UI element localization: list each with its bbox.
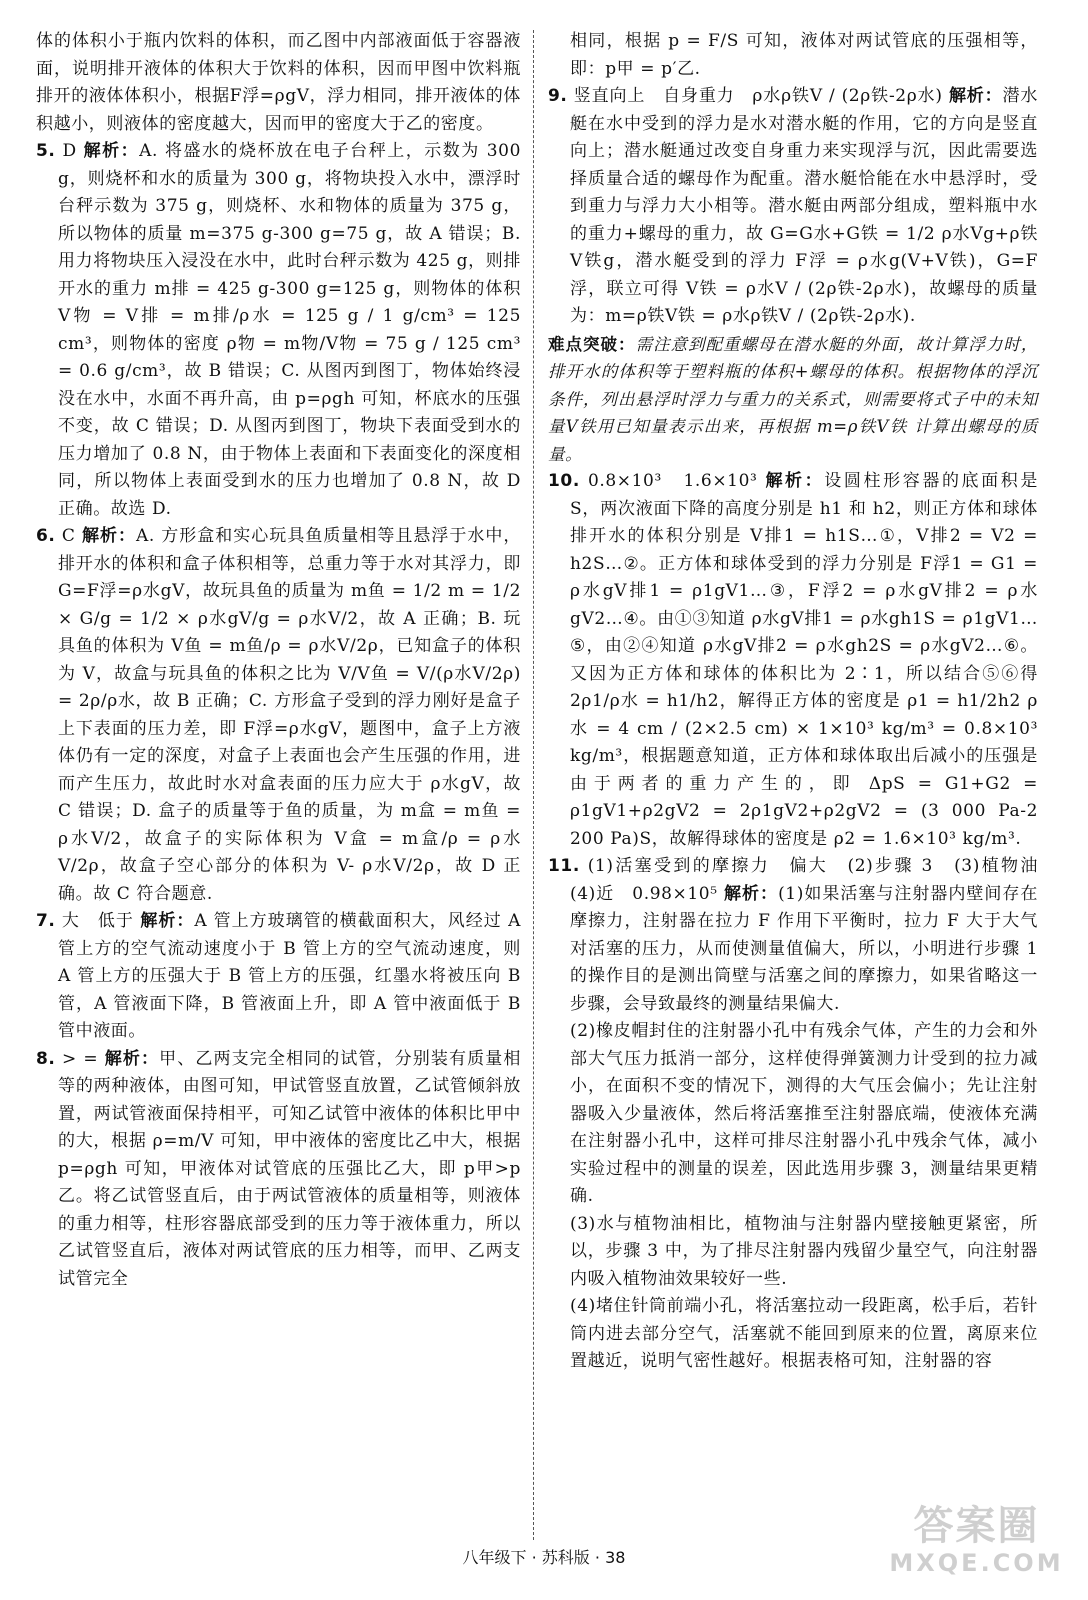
continuation-paragraph: 相同，根据 p = F/S 可知，液体对两试管底的压强相等，即：p甲 = p′乙. — [570, 31, 1038, 79]
analysis-paragraph-3: (3)水与植物油相比，植物油与注射器内壁接触更紧密，所以，步骤 3 中，为了排尽注射器内残留少量空气，向注射器内吸入植物油效果较好一些. — [570, 1213, 1038, 1289]
analysis-label: 解析： — [724, 883, 779, 904]
analysis-text: 设圆柱形容器的底面积是 S，两次液面下降的高度分别是 h1 和 h2，则正方体和球体排开水的体积分别是 V排1 = h1S…①，V排2 = V2 = h2S…②。正方体和球体受到的浮力分别是 F浮1 = G1 = ρ水gV排1 = ρ1gV1…③，F浮2 = ρ水gV排2 = ρ水gV2…④。由①③知道 ρ水gV排1 = ρ水gh1S = ρ1gV1…⑤，由②④知道 ρ水gV排2 = ρ水gh2S = ρ水gV2…⑥。又因为正方体和球体的体积比为 2∶1，所以结合⑤⑥得 2ρ1/ρ水 = h1/h2，解得正方体的密度是 ρ1 = h1/2h2 ρ水 = 4 cm / (2×2.5 cm) × 1×10³ kg/m³ = 0.8×10³ kg/m³，根据题意知道，正方体和球体取出后减小的压强是由于两者的重力产生的，即 ΔpS = G1+G2 = ρ1gV1+ρ2gV2 = 2ρ1gV2+ρ2gV2 = (3 000 Pa-2 200 Pa)S，故解得球体的密度是 ρ2 = 1.6×10³ kg/m³. — [570, 471, 1038, 849]
question-answer: D — [62, 141, 77, 161]
question-number: 7. — [36, 911, 56, 931]
watermark-title: 答案圈 — [913, 1503, 1040, 1549]
page-footer: 八年级下 · 苏科版 · 38 — [462, 1548, 626, 1567]
question-5 — [36, 138, 521, 523]
question-number: 8. — [36, 1048, 56, 1069]
analysis-text: A. 将盛水的烧杯放在电子台秤上，示数为 300 g，则烧杯和水的质量为 300 g，将物块投入水中，漂浮时台秤示数为 375 g，则烧杯、水和物体的质量为 375 g，所以物体的质量 m=375 g-300 g=75 g，故 A 错误；B. 用力将物块压入浸没在水中，此时台秤示数为 425 g，则排开水的重力 m排 = 425 g-300 g=125 g，则物体的体积 V物 = V排 = m排/ρ水 = 125 g / 1 g/cm³ = 125 cm³，则物体的密度 ρ物 = m物/V物 = 75 g / 125 cm³ = 0.6 g/cm³，故 B 错误；C. 从图丙到图丁，物体始终浸没在水中，水面不再升高，由 p=ρgh 可知，杯底水的压强不变，故 C 错误；D. 从图丙到图丁，物块下表面受到水的压力增加了 0.8 N，由于物体上表面和下表面变化的深度相同，所以物体上表面受到水的压力也增加了 0.8 N，故 D 正确。故选 D. — [58, 141, 521, 519]
analysis-label: 解析： — [765, 471, 825, 491]
question-answer: 竖直向上 自身重力 ρ水ρ铁V / (2ρ铁-2ρ水) — [573, 86, 943, 106]
analysis-label: 解析： — [104, 1048, 160, 1069]
question-answer: 大 低于 — [61, 911, 134, 931]
question-number: 9. — [548, 86, 568, 106]
analysis-paragraph-2: (2)橡皮帽封住的注射器小孔中有残余气体，产生的力会和外部大气压力抵消一部分，这样使得弹簧测力计受到的拉力减小，在面积不变的情况下，测得的大气压会偏小；先让注射器吸入少量液体，然后将活塞推至注射器底端，使液体充满在注射器小孔中，这样可排尽注射器小孔中残余气体，减小实验过程中的测量的误差，因此选用步骤 3，测量结果更精确. — [570, 1021, 1038, 1206]
analysis-text: 潜水艇在水中受到的浮力是水对潜水艇的作用，它的方向是竖直向上；潜水艇通过改变自身重力来实现浮与沉，因此需要选择质量合适的螺母作为配重。潜水艇恰能在水中悬浮时，受到重力与浮力大小相等。潜水艇由两部分组成，塑料瓶中水的重力+螺母的重力，故 G=G水+G铁 = 1/2 ρ水Vg+ρ铁V铁g，潜水艇受到的浮力 F浮 = ρ水g(V+V铁)，G=F浮，联立可得 V铁 = ρ水V / (2ρ铁-2ρ水)，故螺母的质量为：m=ρ铁V铁 = ρ水ρ铁V / (2ρ铁-2ρ水). — [570, 86, 1038, 326]
question-answer: C — [61, 526, 76, 546]
question-number: 11. — [548, 856, 580, 876]
left-column — [36, 28, 521, 1540]
analysis-label: 解析： — [948, 86, 1003, 106]
question-number: 10. — [548, 471, 580, 491]
question-answer: > = — [62, 1048, 99, 1069]
continuation-paragraph: 体的体积小于瓶内饮料的体积，而乙图中内部液面低于容器液面，说明排开液体的体积大于饮料的体积，因而甲图中饮料瓶排开的液体体积小，根据F浮=ρgV，浮力相同，排开液体的体积越小，则液体的密度越大，因而甲的密度大于乙的密度。 — [36, 31, 521, 134]
question-answer: (1)活塞受到的摩擦力 偏大 (2)步骤 3 (3)植物油 (4)近 0.98×10⁵ — [570, 856, 1056, 904]
analysis-text: (1)如果活塞与注射器内壁间存在摩擦力，注射器在拉力 F 作用下平衡时，拉力 F 大于大气对活塞的压力，从而使测量值偏大，所以，小明进行步骤 1 的操作目的是测出筒壁与活塞之间的摩擦力，如果省略这一步骤，会导致最终的测量结果偏大. — [570, 883, 1038, 1014]
site-watermark-logo — [889, 1502, 1064, 1582]
right-column — [548, 28, 1056, 1540]
analysis-paragraph-4: (4)堵住针筒前端小孔，将活塞拉动一段距离，松手后，若针筒内进去部分空气，活塞就不能回到原来的位置，离原来位置越近，说明气密性越好。根据表格可知，注射器的容 — [570, 1296, 1038, 1371]
analysis-label: 解析： — [81, 526, 136, 546]
question-answer: 0.8×10³ 1.6×10³ — [587, 471, 758, 491]
difficulty-label: 难点突破： — [548, 334, 636, 354]
analysis-label: 解析： — [83, 141, 140, 161]
analysis-text: A 管上方玻璃管的横截面积大，风经过 A 管上方的空气流动速度小于 B 管上方的空气流动速度，则 A 管上方的压强大于 B 管上方的压强，红墨水将被压向 B 管，A 管液面下降，B 管液面上升，即 A 管中液面低于 B 管中液面。 — [58, 911, 521, 1041]
difficulty-text: 需注意到配重螺母在潜水艇的外面，故计算浮力时，排开水的体积等于塑料瓶的体积+螺母的体积。根据物体的浮沉条件，列出悬浮时浮力与重力的关系式，则需要将式子中的未知量V铁用已知量表示出来，再根据 m=ρ铁V铁 计算出螺母的质量。 — [548, 334, 1038, 464]
question-8 — [36, 1046, 521, 1294]
question-6 — [36, 523, 521, 908]
question-number: 5. — [36, 141, 56, 161]
question-7 — [36, 908, 521, 1046]
question-11 — [548, 853, 1056, 1018]
question-10 — [548, 468, 1038, 853]
difficulty-note — [548, 331, 1038, 469]
column-divider — [533, 30, 534, 1540]
question-9 — [548, 83, 1038, 331]
analysis-text: A. 方形盒和实心玩具鱼质量相等且悬浮于水中，排开水的体积和盒子体积相等，总重力等于水对其浮力，即 G=F浮=ρ水gV，故玩具鱼的质量为 m鱼 = 1/2 m = 1/2 × G/g = 1/2 × ρ水gV/g = ρ水V/2，故 A 正确；B. 玩具鱼的体积为 V鱼 = m鱼/ρ = ρ水V/2ρ，已知盒子的体积为 V，故盒与玩具鱼的体积之比为 V/V鱼 = V/(ρ水V/2ρ) = 2ρ/ρ水，故 B 正确；C. 方形盒子受到的浮力刚好是盒子上下表面的压力差，即 F浮=ρ水gV，题图中，盒子上方液体仍有一定的深度，对盒子上表面也会产生压强的作用，进而产生压力，故此时水对盒表面的压力应大于 ρ水gV，故 C 错误；D. 盒子的质量等于鱼的质量，为 m盒 = m鱼 = ρ水V/2，故盒子的实际体积为 V盒 = m盒/ρ = ρ水V/2ρ，故盒子空心部分的体积为 V- ρ水V/2ρ，故 D 正确。故 C 符合题意. — [58, 526, 521, 904]
watermark-domain: MXQE.COM — [889, 1549, 1064, 1577]
analysis-label: 解析： — [140, 911, 195, 931]
analysis-text: 甲、乙两支完全相同的试管，分别装有质量相等的两种液体，由图可知，甲试管竖直放置，乙试管倾斜放置，两试管液面保持相平，可知乙试管中液体的体积比甲中的大，根据 ρ=m/V 可知，甲中液体的密度比乙中大，根据 p=ρgh 可知，甲液体对试管底的压强比乙大，即 p甲>p乙。将乙试管竖直后，由于两试管液体的质量相等，则液体的重力相等，柱形容器底部受到的压力等于液体重力，所以乙试管竖直后，液体对两试管底的压力相等，而甲、乙两支试管完全 — [58, 1048, 521, 1289]
question-number: 6. — [36, 526, 56, 546]
